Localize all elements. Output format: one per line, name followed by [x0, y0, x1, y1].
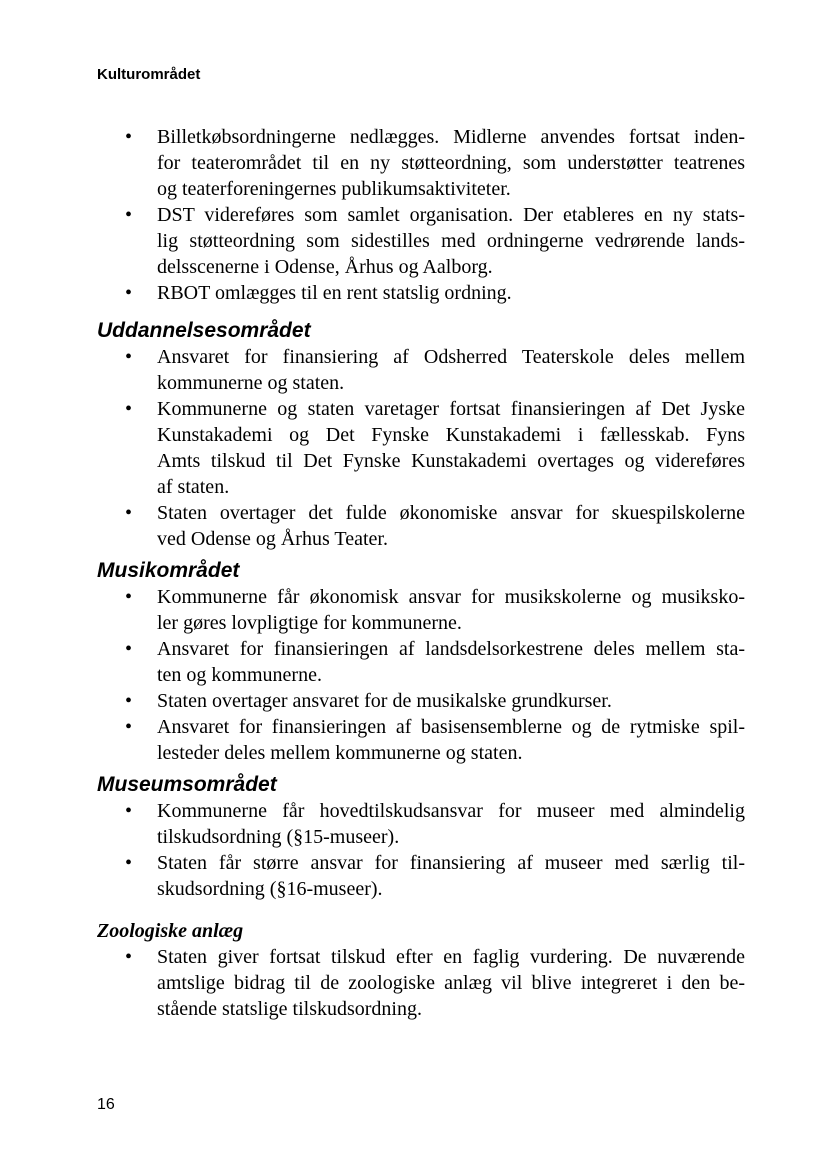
text-line: af staten.: [157, 476, 230, 498]
page-number: 16: [97, 1096, 115, 1113]
bullet-item: [97, 714, 745, 766]
text-line: ten og kommunerne.: [157, 664, 322, 686]
text-line: • Staten overtager ansvaret for de musikalske grundkurser.: [157, 690, 612, 712]
section-bullet-list-uddannelsesomraadet: [97, 344, 745, 552]
bullet-item: [97, 124, 745, 202]
text-line: lesteder deles mellem kommunerne og staten.: [157, 742, 523, 764]
text-line: • Staten overtager det fulde økonomiske ansvar for skuespilskolerne: [157, 502, 745, 524]
page-content: [97, 124, 745, 1022]
text-line: for teaterområdet til en ny støtteordning, som understøtter teatrenes: [157, 152, 745, 174]
text-line: Kunstakademi og Det Fynske Kunstakademi i fællesskab. Fyns: [157, 424, 745, 446]
text-line: • RBOT omlægges til en rent statslig ordning.: [157, 282, 512, 304]
text-line: • Staten giver fortsat tilskud efter en faglig vurdering. De nuværende: [157, 946, 745, 968]
text-line: lig støtteordning som sidestilles med ordningerne vedrørende lands-: [157, 230, 745, 252]
text-line: • Billetkøbsordningerne nedlægges. Midlerne anvendes fortsat inden-: [157, 126, 745, 148]
text-line: stående statslige tilskudsordning.: [157, 998, 422, 1020]
text-line: ved Odense og Århus Teater.: [157, 528, 388, 550]
section-heading-uddannelsesomraadet: Uddannelsesområdet: [97, 319, 311, 342]
bullet-item: [97, 850, 745, 902]
text-line: • Ansvaret for finansieringen af basisensemblerne og de rytmiske spil-: [157, 716, 745, 738]
text-line: tilskudsordning (§15-museer).: [157, 826, 400, 848]
text-line: og teaterforeningernes publikumsaktiviteter.: [157, 178, 511, 200]
bullet-item: [97, 798, 745, 850]
section-bullet-list-museumsomraadet: [97, 798, 745, 902]
bullet-item: [97, 500, 745, 552]
bullet-item: [97, 280, 745, 306]
text-line: Amts tilskud til Det Fynske Kunstakademi overtages og videreføres: [157, 450, 745, 472]
text-line: kommunerne og staten.: [157, 372, 345, 394]
section-heading-museumsomraadet: Museumsområdet: [97, 773, 277, 796]
text-line: • DST videreføres som samlet organisation. Der etableres en ny stats-: [157, 204, 745, 226]
bullet-item: [97, 344, 745, 396]
text-line: delsscenerne i Odense, Århus og Aalborg.: [157, 256, 493, 278]
text-line: ler gøres lovpligtige for kommunerne.: [157, 612, 462, 634]
bullet-item: [97, 636, 745, 688]
text-line: • Kommunerne og staten varetager fortsat finansieringen af Det Jyske: [157, 398, 745, 420]
text-line: • Kommunerne får økonomisk ansvar for musikskolerne og musiksko-: [157, 586, 745, 608]
bullet-item: [97, 202, 745, 280]
text-line: • Staten får større ansvar for finansiering af museer med særlig til-: [157, 852, 745, 874]
intro-bullet-list: [97, 124, 745, 306]
bullet-item: [97, 944, 745, 1022]
text-line: • Ansvaret for finansieringen af landsdelsorkestrene deles mellem sta-: [157, 638, 745, 660]
text-line: amtslige bidrag til de zoologiske anlæg vil blive integreret i den be-: [157, 972, 745, 994]
section-bullet-list-musikomraadet: [97, 584, 745, 766]
section-heading-musikomraadet: Musikområdet: [97, 559, 240, 582]
bullet-item: [97, 688, 745, 714]
text-line: skudsordning (§16-museer).: [157, 878, 383, 900]
bullet-item: [97, 584, 745, 636]
running-header: Kulturområdet: [97, 66, 201, 83]
bullet-item: [97, 396, 745, 500]
section-bullet-list-zoologiske-anlaeg: [97, 944, 745, 1022]
text-line: • Ansvaret for finansiering af Odsherred Teaterskole deles mellem: [157, 346, 745, 368]
section-heading-zoologiske-anlaeg: Zoologiske anlæg: [97, 920, 244, 942]
text-line: • Kommunerne får hovedtilskudsansvar for museer med almindelig: [157, 800, 745, 822]
